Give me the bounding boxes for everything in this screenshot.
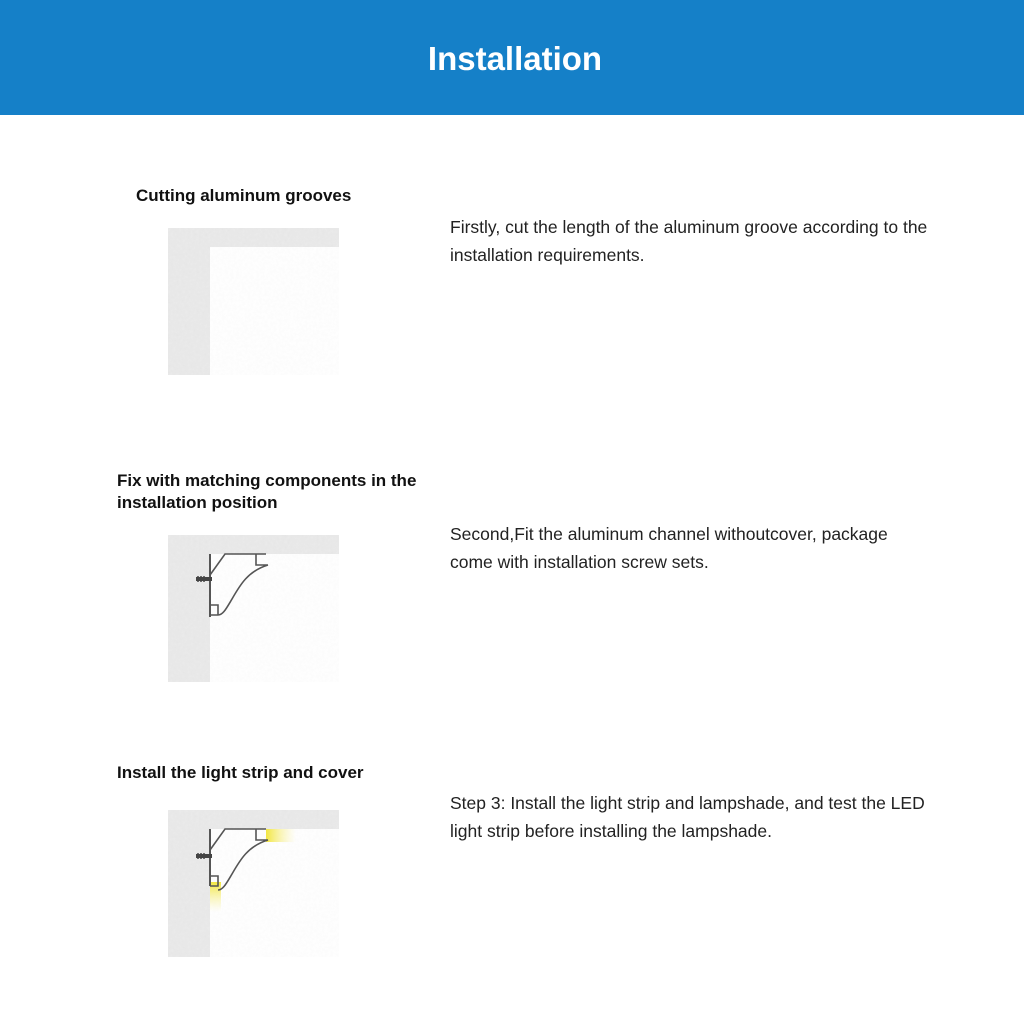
step-2-description: Second,Fit the aluminum channel withoutcover, package come with installation screw sets. bbox=[450, 524, 888, 572]
step-1-description: Firstly, cut the length of the aluminum groove according to the installation requirements. bbox=[450, 217, 928, 265]
light-strip-diagram bbox=[168, 810, 339, 957]
step-3-description: Step 3: Install the light strip and lampshade, and test the LED light strip before installing the lampshade. bbox=[450, 793, 925, 841]
page-title: Installation bbox=[427, 40, 603, 77]
led-light-glow-icon bbox=[266, 829, 296, 842]
wall-corner-diagram bbox=[168, 228, 339, 375]
step-3-title: Install the light strip and cover bbox=[117, 763, 364, 782]
aluminum-profile-icon bbox=[210, 829, 268, 890]
step-2-title: Fix with matching components in the installation position bbox=[117, 471, 417, 512]
step-1-title: Cutting aluminum grooves bbox=[136, 186, 352, 205]
channel-mount-diagram bbox=[168, 535, 339, 682]
aluminum-profile-icon bbox=[210, 554, 268, 617]
header-banner bbox=[0, 0, 1024, 115]
